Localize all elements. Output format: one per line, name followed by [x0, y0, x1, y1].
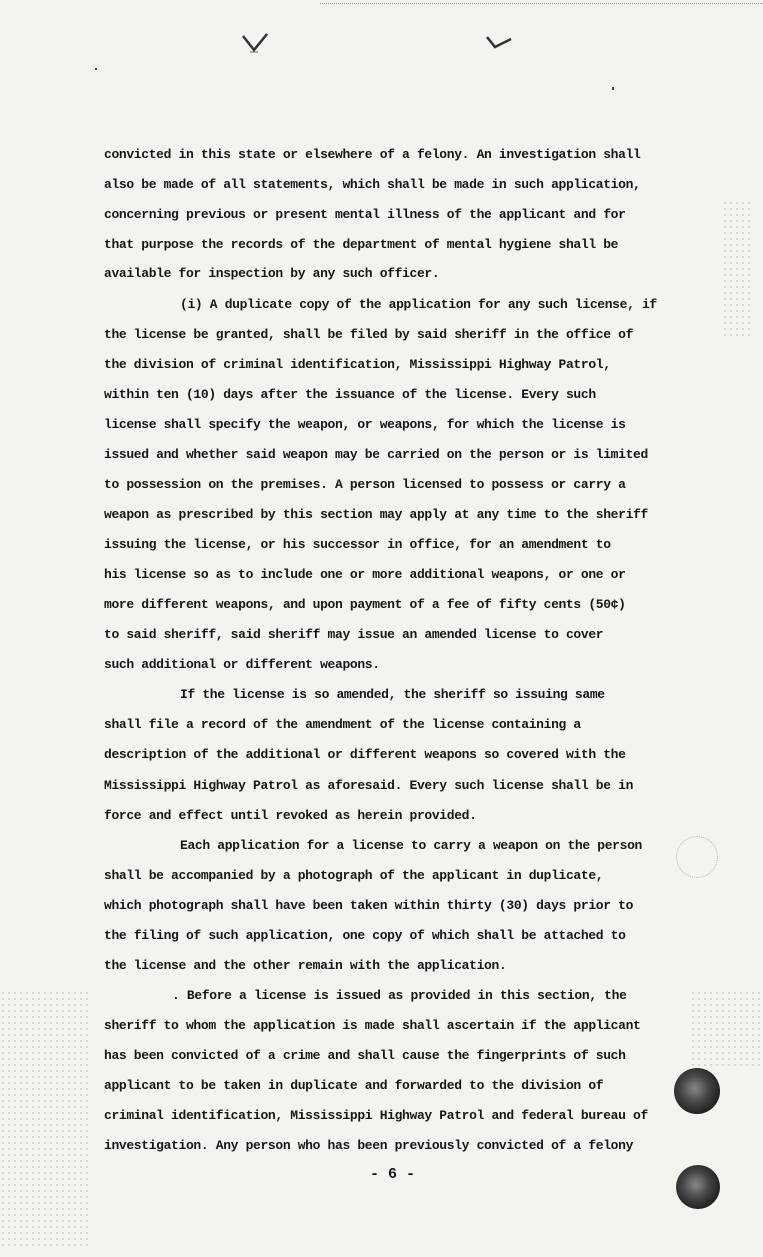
text-line: which photograph shall have been taken within thirty (30) days prior to [104, 898, 634, 913]
text-line: has been convicted of a crime and shall cause the fingerprints of such [104, 1048, 626, 1063]
page-number: - 6 - [370, 1166, 416, 1183]
scan-noise-right [722, 200, 752, 340]
punch-hole-faint [676, 836, 718, 878]
text-line: If the license is so amended, the sheriff so issuing same [180, 687, 605, 702]
text-line: weapon as prescribed by this section may apply at any time to the sheriff [104, 507, 648, 522]
text-line: the license and the other remain with the application. [104, 958, 507, 973]
text-line: sheriff to whom the application is made shall ascertain if the applicant [104, 1018, 641, 1033]
scan-noise-bottom-left [0, 990, 90, 1250]
top-dotted-rule [320, 3, 763, 4]
text-line: within ten (10) days after the issuance of the license. Every such [104, 387, 596, 402]
text-line: license shall specify the weapon, or weapons, for which the license is [104, 417, 626, 432]
text-line: to said sheriff, said sheriff may issue an amended license to cover [104, 627, 604, 642]
text-line: available for inspection by any such officer. [104, 266, 440, 281]
text-line: description of the additional or different weapons so covered with the [104, 747, 626, 762]
scan-mark-right [485, 33, 513, 53]
text-line: Each application for a license to carry a weapon on the person [180, 838, 642, 853]
dust-speck-2 [612, 87, 614, 90]
text-line: the filing of such application, one copy of which shall be attached to [104, 928, 626, 943]
text-line: issued and whether said weapon may be carried on the person or is limited [104, 447, 648, 462]
text-line: also be made of all statements, which shall be made in such application, [104, 177, 641, 192]
text-line: that purpose the records of the department of mental hygiene shall be [104, 237, 619, 252]
punch-hole-lower [676, 1165, 720, 1209]
text-line: more different weapons, and upon payment of a fee of fifty cents (50¢) [104, 597, 626, 612]
scan-noise-bottom-right [690, 990, 760, 1070]
text-line: his license so as to include one or more additional weapons, or one or [104, 567, 626, 582]
dust-speck-1 [95, 68, 97, 70]
text-line: . Before a license is issued as provided in this section, the [172, 988, 627, 1003]
text-line: shall be accompanied by a photograph of the applicant in duplicate, [104, 868, 604, 883]
text-line: convicted in this state or elsewhere of a felony. An investigation shall [104, 147, 641, 162]
text-line: issuing the license, or his successor in office, for an amendment to [104, 537, 611, 552]
text-line: shall file a record of the amendment of the license containing a [104, 717, 581, 732]
punch-hole-upper [674, 1068, 720, 1114]
text-line: applicant to be taken in duplicate and forwarded to the division of [104, 1078, 604, 1093]
text-line: such additional or different weapons. [104, 657, 380, 672]
text-line: Mississippi Highway Patrol as aforesaid. Every such license shall be in [104, 778, 634, 793]
text-line: the division of criminal identification, Mississippi Highway Patrol, [104, 357, 611, 372]
scan-mark-left [240, 30, 270, 60]
text-line: the license be granted, shall be filed by said sheriff in the office of [104, 327, 634, 342]
text-line: concerning previous or present mental illness of the applicant and for [104, 207, 626, 222]
text-line: force and effect until revoked as herein provided. [104, 808, 477, 823]
text-line: (i) A duplicate copy of the application for any such license, if [180, 297, 657, 312]
text-line: investigation. Any person who has been previously convicted of a felony [104, 1138, 634, 1153]
text-line: criminal identification, Mississippi Highway Patrol and federal bureau of [104, 1108, 648, 1123]
text-line: to possession on the premises. A person licensed to possess or carry a [104, 477, 626, 492]
